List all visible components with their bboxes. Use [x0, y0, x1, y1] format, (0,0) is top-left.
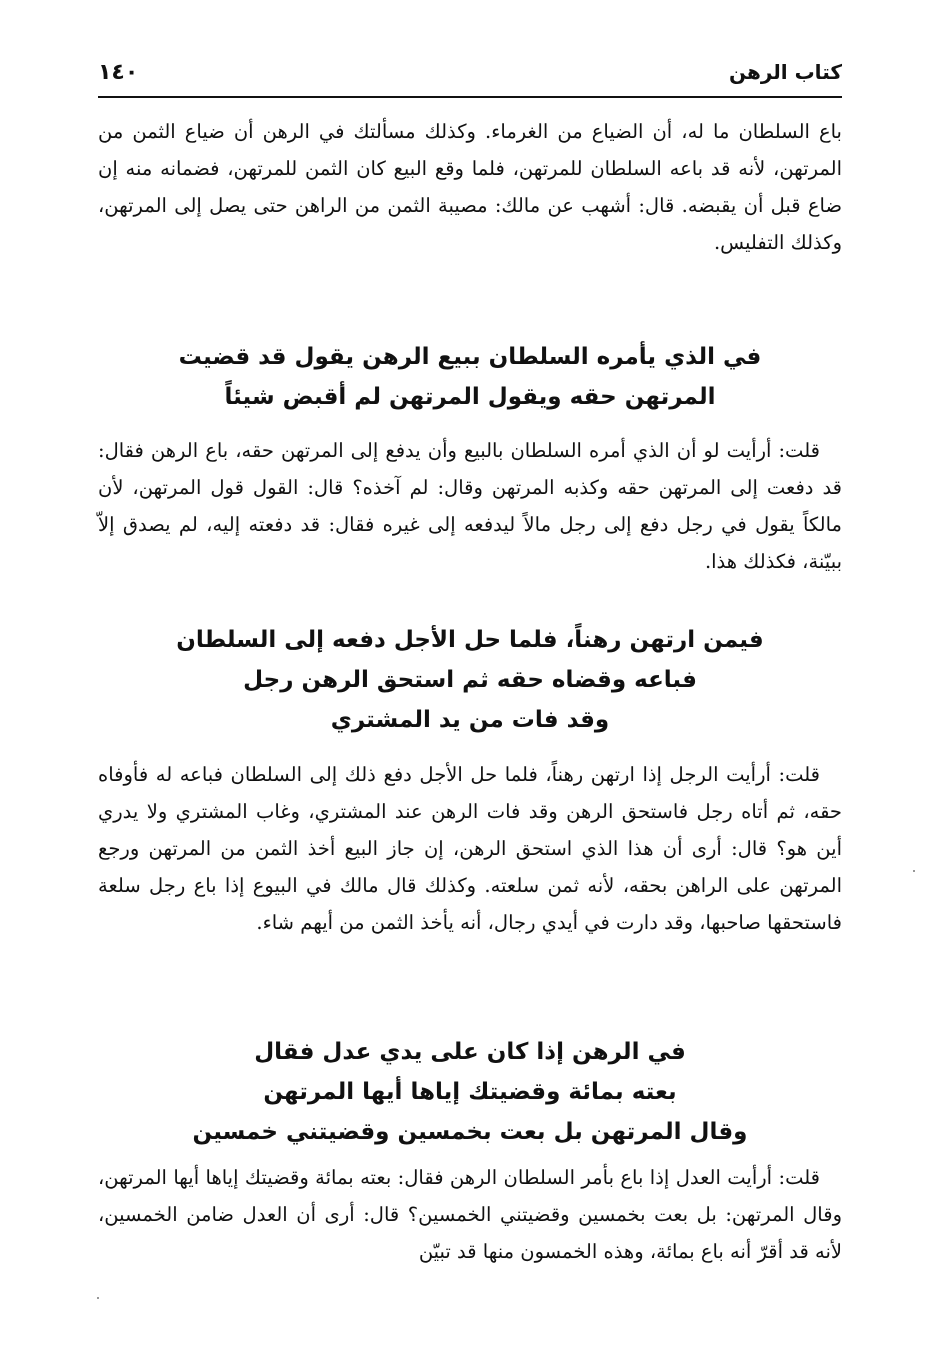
heading-3-line-3: وقال المرتهن بل بعت بخمسين وقضيتني خمسين	[192, 1119, 748, 1145]
heading-1-line-1: في الذي يأمره السلطان ببيع الرهن يقول قد قضيت	[178, 344, 762, 370]
heading-1-line-2: المرتهن حقه ويقول المرتهن لم أقبض شيئاً	[224, 384, 716, 410]
section-heading-2	[98, 620, 842, 740]
heading-3-line-2: بعته بمائة وقضيتك إياها أيها المرتهن	[263, 1079, 677, 1105]
paragraph-4	[98, 1159, 842, 1270]
section-heading-1	[98, 337, 842, 417]
running-title: كتاب الرهن	[728, 60, 842, 84]
paragraph-3-text: قلت: أرأيت الرجل إذا ارتهن رهناً، فلما حل الأجل دفع ذلك إلى السلطان فباعه له فأوفاه حقه، ثم أتاه رجل فاستحق الرهن وقد فات الرهن عند المشتري، وغاب المشتري ولا يدري أين هو؟ قال: أرى أن هذا الذي استحق الرهن، إن جاز البيع أخذ الثمن من المرتهن ورجع المرتهن على الراهن بحقه، لأنه ثمن سلعته. وكذلك قال مالك في البيوع إذا باع رجل سلعة فاستحقها صاحبها، وقد دارت في أيدي رجال، أنه يأخذ الثمن من أيهم شاء.	[98, 763, 842, 934]
paragraph-2-text: قلت: أرأيت لو أن الذي أمره السلطان بالبيع وأن يدفع إلى المرتهن حقه، باع الرهن فقال: قد دفعت إلى المرتهن حقه وكذبه المرتهن وقال: لم آخذه؟ قال: القول قول المرتهن، لأن مالكاً يقول في رجل دفع إلى رجل مالاً ليدفعه إلى غيره فقال: قد دفعته إليه، لم يصدق إلاّ ببيّنة، فكذلك هذا.	[98, 439, 842, 573]
heading-3-line-1: في الرهن إذا كان على يدي عدل فقال	[254, 1039, 686, 1065]
heading-2-line-1: فيمن ارتهن رهناً، فلما حل الأجل دفعه إلى السلطان	[176, 627, 764, 653]
scan-speck	[913, 870, 915, 872]
paragraph-2	[98, 432, 842, 580]
section-heading-3	[98, 1032, 842, 1152]
paragraph-3	[98, 756, 842, 941]
paragraph-1: باع السلطان ما له، أن الضياع من الغرماء. وكذلك مسألتك في الرهن أن ضياع الثمن من المرتهن، لأنه قد باعه السلطان للمرتهن، فلما وقع البيع كان الثمن للمرتهن، فضمانه منه إن ضاع قبل أن يقبضه. قال: أشهب عن مالك: مصيبة الثمن من الراهن حتى يصل إلى المرتهن، وكذلك التفليس.	[98, 120, 842, 254]
page-header	[98, 52, 842, 98]
heading-2-line-3: وقد فات من يد المشتري	[330, 707, 610, 733]
scan-speck	[97, 1297, 99, 1299]
paragraph-4-text: قلت: أرأيت العدل إذا باع بأمر السلطان الرهن فقال: بعته بمائة وقضيتك إياها أيها المرتهن، وقال المرتهن: بل بعت بخمسين وقضيتني الخمسين؟ قال: أرى أن العدل ضامن الخمسين، لأنه قد أقرّ أنه باع بمائة، وهذه الخمسون منها قد تبيّن	[98, 1166, 842, 1263]
heading-2-line-2: فباعه وقضاه حقه ثم استحق الرهن رجل	[243, 667, 697, 693]
page-number: ١٤٠	[98, 60, 139, 85]
